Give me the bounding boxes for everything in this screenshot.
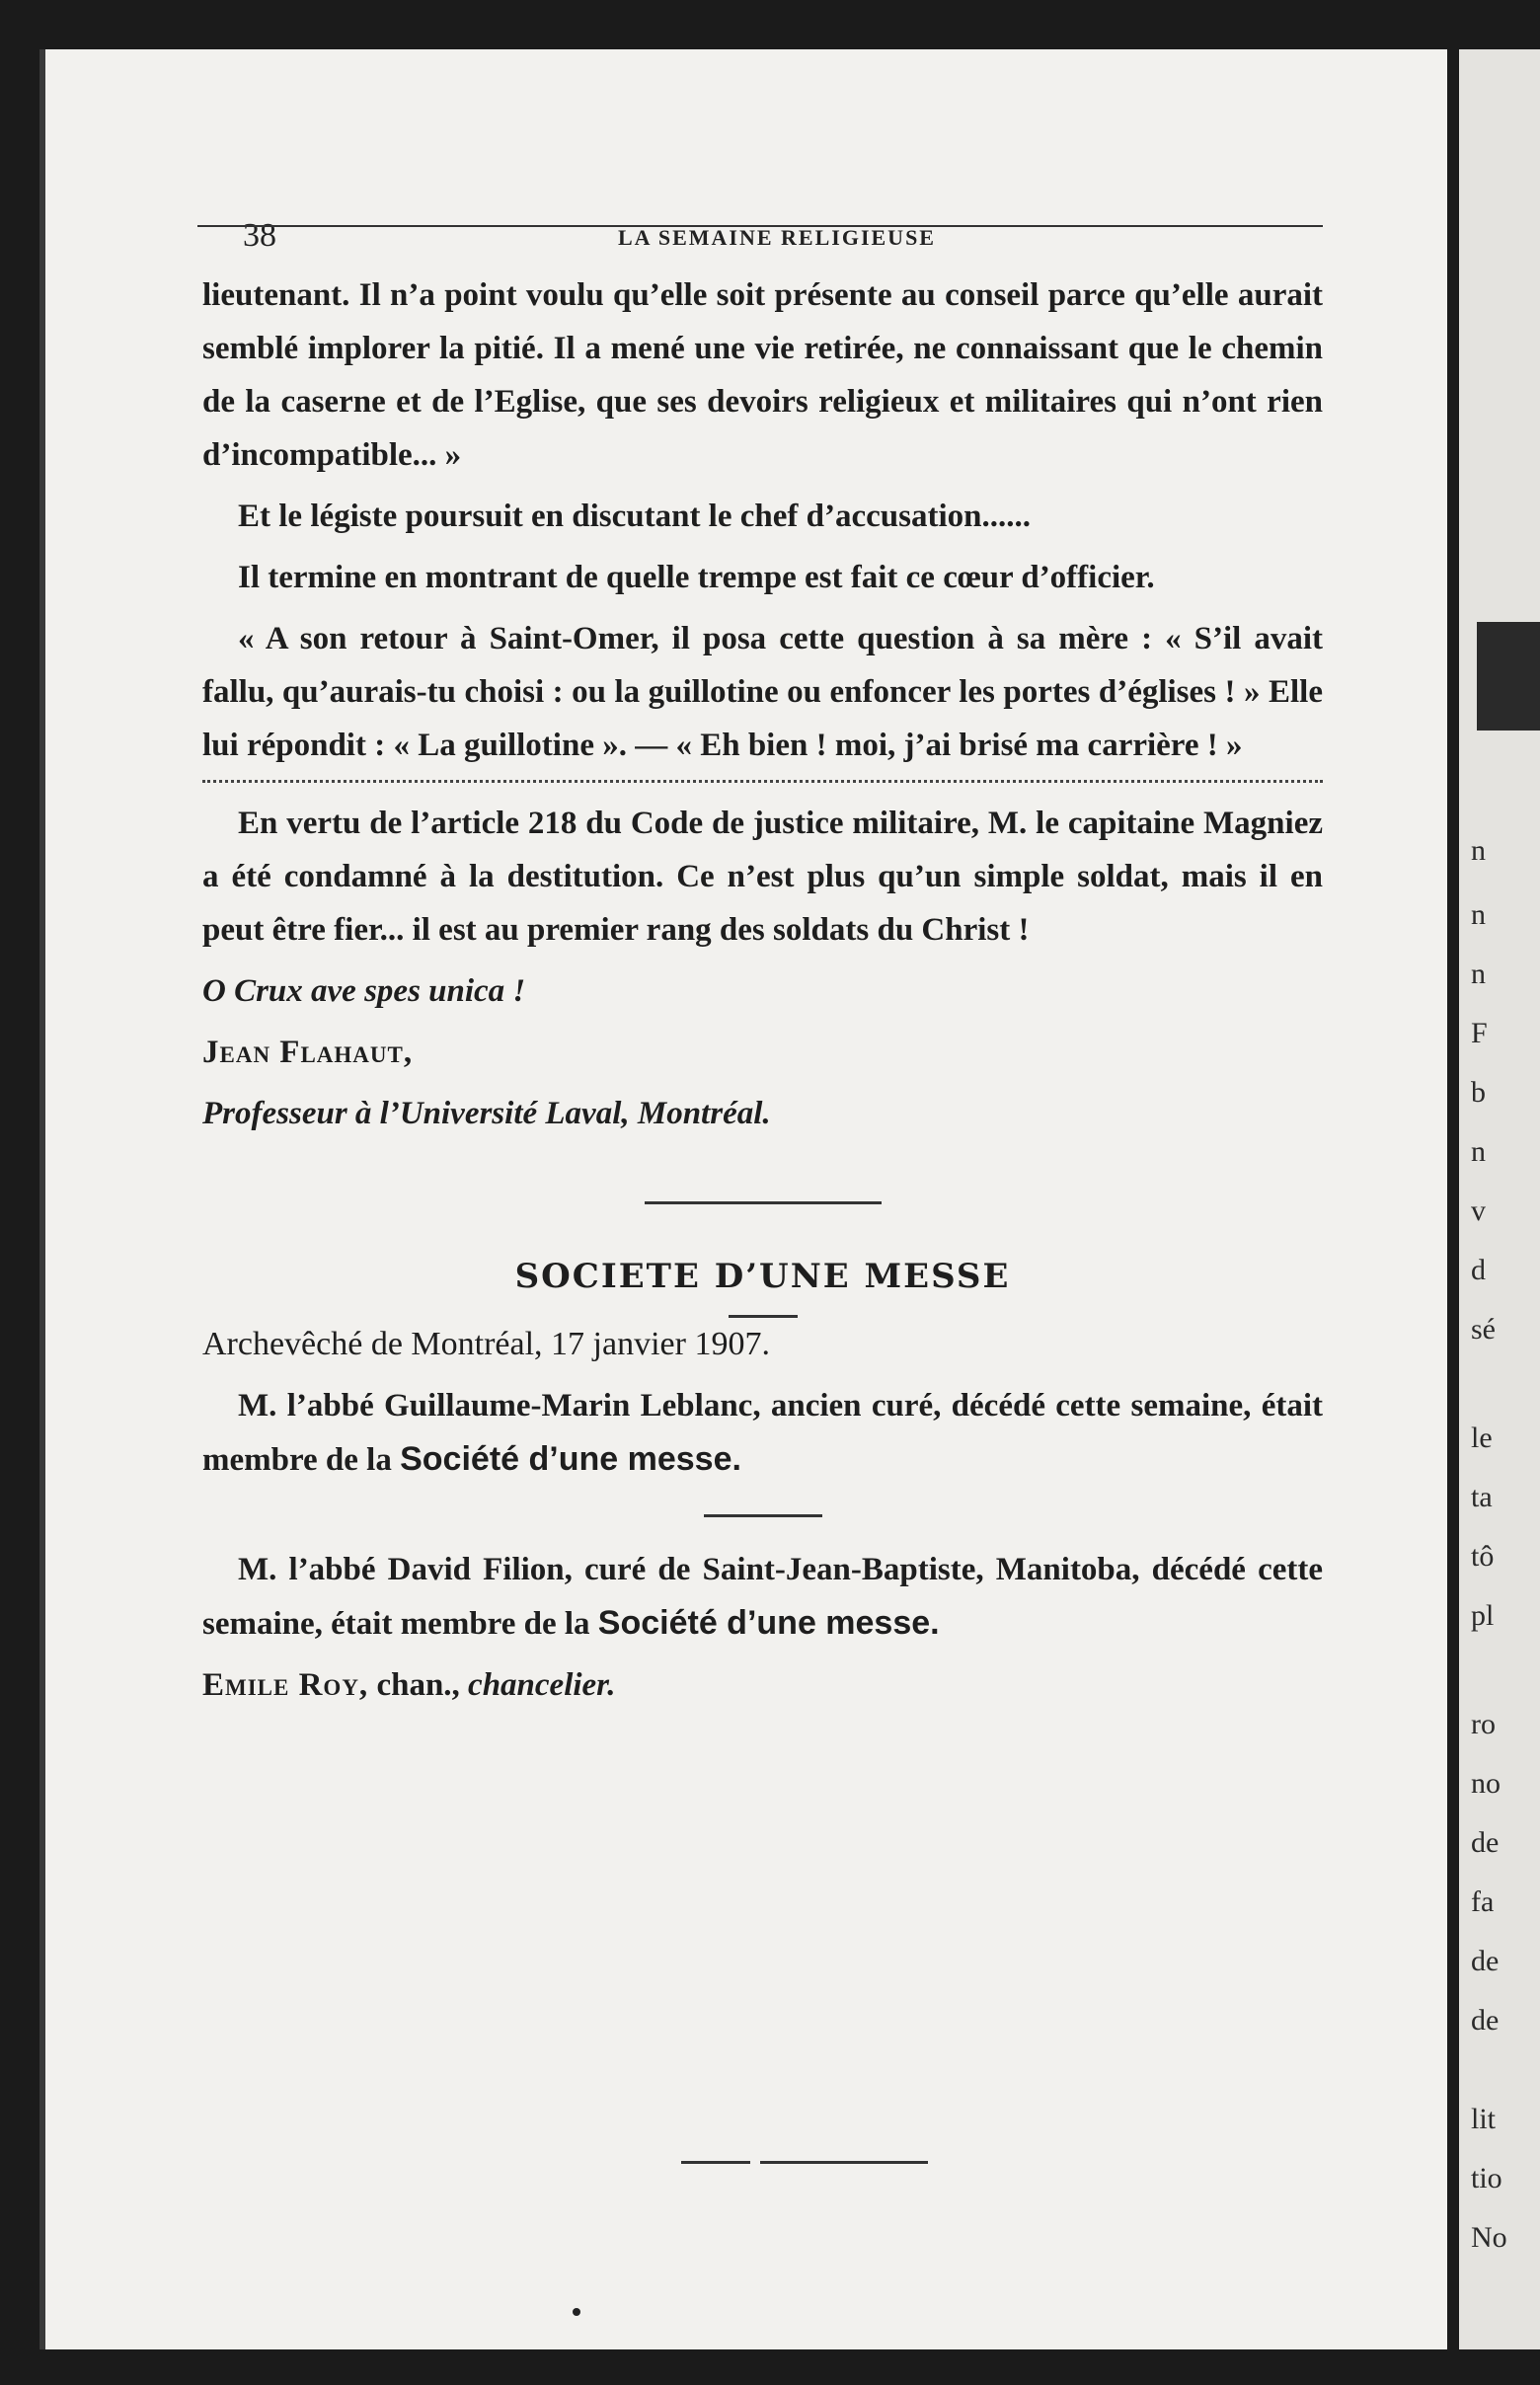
facing-page-fragment: ta [1471,1481,1493,1513]
facing-page-fragment: n [1471,898,1486,931]
facing-page-edge [1459,49,1540,2349]
article-paragraph-2: Et le légiste poursuit en discutant le chef d’accusation...... [238,499,1031,534]
notice-1-emphasis: Société d’une messe. [400,1440,741,1478]
page-mark [573,2308,580,2316]
facing-page-fragment: no [1471,1767,1501,1800]
facing-page-fragment: fa [1471,1885,1495,1918]
page-number: 38 [243,217,276,254]
facing-page-fragment: n [1471,1135,1486,1168]
article-paragraph-3: Il termine en montrant de quelle trempe est fait ce cœur d’officier. [238,560,1155,595]
facing-page-fragment: de [1471,1945,1500,1977]
facing-page-fragment: n [1471,834,1486,867]
end-rules [681,2161,928,2165]
dotted-separator [202,780,1323,783]
facing-page-fragment: de [1471,2004,1500,2037]
notice-2-emphasis: Société d’une messe. [597,1604,940,1642]
article-paragraph-4: « A son retour à Saint-Omer, il posa cette question à sa mère : « S’il avait fallu, qu’aurais-tu choisi : ou la guillotine ou enfoncer les portes d’églises ! » Elle lui répondit : « La guillotine ». — « Eh bien ! moi, j’ai brisé ma carrière ! » [202,621,1323,763]
facing-page-fragment: ro [1471,1708,1496,1740]
closing-signature [202,1658,1323,1712]
end-rule-short [681,2161,750,2164]
article-paragraph-1: lieutenant. Il n’a point voulu qu’elle soit présente au conseil parce qu’elle aurait semblé implorer la pitié. Il a mené une vie retirée, ne connaissant que le chemin de la caserne et de l’Eglise, que ses devoirs religieux et militaires qui n’ont rien d’incompatible... » [202,277,1323,473]
notice-2-text: M. l’abbé David Filion, curé de Saint-Jean-Baptiste, Manitoba, décédé cette semaine, était membre de la [202,1552,1323,1642]
facing-page-fragment: pl [1471,1599,1495,1632]
signer-affiliation: Professeur à l’Université Laval, Montréal. [202,1096,771,1131]
facing-page-fragment: tô [1471,1540,1495,1573]
section-rule [645,1201,882,1204]
running-head: LA SEMAINE RELIGIEUSE [618,225,936,250]
notice-1 [202,1379,1323,1487]
signer-name: Jean Flahaut, [202,1035,414,1070]
closing-title: chan., [368,1667,469,1703]
end-rule-long [760,2161,928,2164]
facing-page-fragment: tio [1471,2162,1502,2194]
section-title: SOCIETE D’UNE MESSE [514,1257,1011,1296]
dateline: Archevêché de Montréal, 17 janvier 1907. [202,1326,770,1362]
facing-page-fragment: sé [1471,1313,1496,1346]
facing-page-fragment: n [1471,958,1486,990]
facing-page-fragment: b [1471,1076,1486,1109]
notice-1-text: M. l’abbé Guillaume-Marin Leblanc, ancien curé, décédé cette semaine, était membre de la [202,1388,1323,1478]
closing-role: chancelier. [468,1667,616,1703]
closing-name: Emile Roy, [202,1667,369,1703]
page-body [202,269,1323,1720]
facing-page-fragment: lit [1471,2103,1497,2135]
facing-page-fragment: No [1471,2221,1507,2254]
article-paragraph-5: En vertu de l’article 218 du Code de justice militaire, M. le capitaine Magniez a été condamné à la destitution. Ce n’est plus qu’un simple soldat, mais il en peut être fier... il est au premier rang des soldats du Christ ! [202,806,1323,948]
facing-page-fragment: d [1471,1254,1486,1286]
facing-page-fragment: v [1471,1194,1486,1227]
header-rule [197,225,1323,227]
motto: O Crux ave spes unica ! [202,973,526,1009]
facing-page-block [1477,622,1540,731]
facing-page-fragment: F [1471,1017,1488,1049]
notice-rule [704,1514,822,1517]
facing-page-fragment: de [1471,1826,1500,1859]
facing-page-fragment: le [1471,1422,1493,1454]
notice-2 [202,1543,1323,1651]
